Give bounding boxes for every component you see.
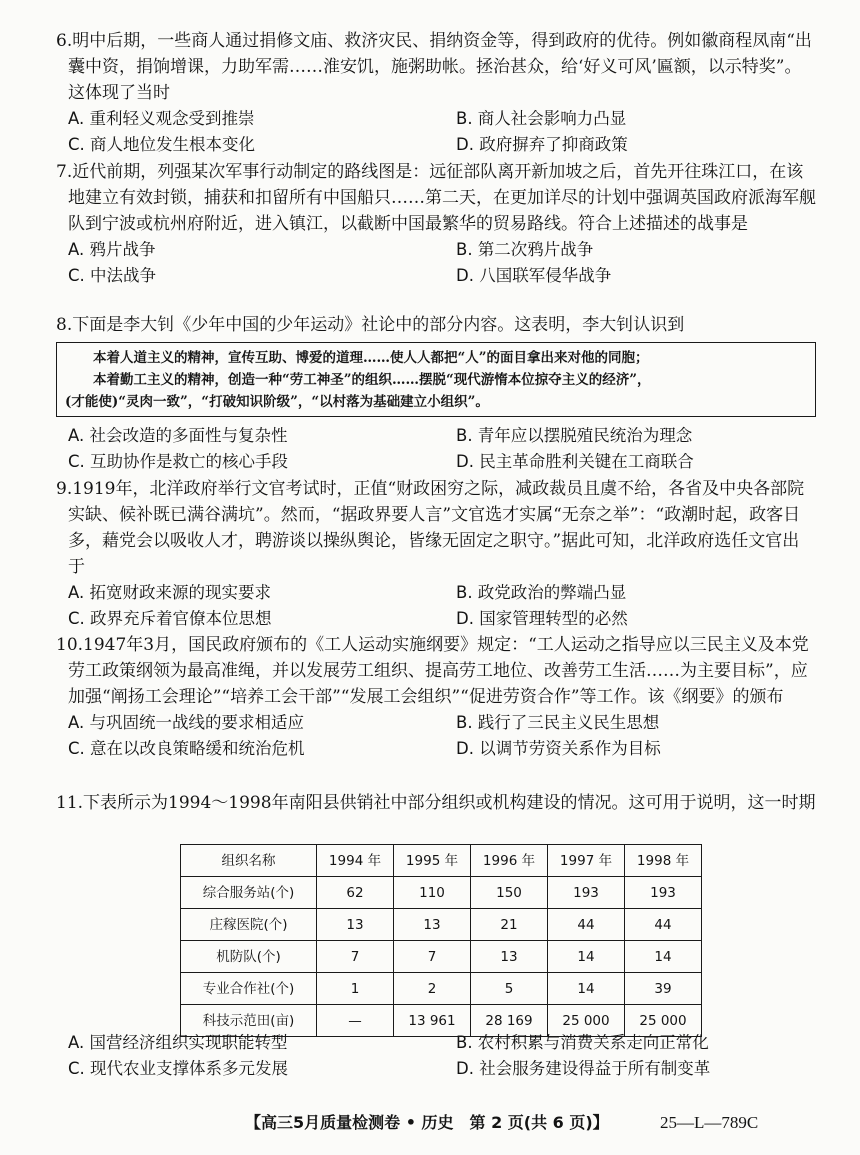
options (56, 580, 816, 632)
table-cell: 193 (625, 877, 702, 909)
option-d[interactable]: D. 政府摒弃了抑商政策 (456, 135, 628, 154)
option-d[interactable]: D. 国家管理转型的必然 (456, 609, 628, 628)
table-cell: 25 000 (625, 1005, 702, 1037)
header-cell: 1997 年 (548, 845, 625, 877)
option-a[interactable]: A. 国营经济组织实现职能转型 (68, 1033, 288, 1052)
data-table (180, 844, 702, 1037)
question-stem: 9.1919年，北洋政府举行文官考试时，正值“财政困穷之际，减政裁员且虞不给，各省及中央各部院实缺、候补既已满谷满坑”。然而，“据政界要人言”文官选才实属“无奈之举”：“政潮时起，政客日多，藉党会以吸收人才，聘游谈以操纵舆论，皆缘无固定之职守。”据此可知，北洋政府选任文官出于 (56, 479, 805, 577)
header-cell: 1998 年 (625, 845, 702, 877)
options (56, 106, 816, 158)
table-cell: 150 (471, 877, 548, 909)
option-b[interactable]: B. 农村积累与消费关系走向正常化 (456, 1033, 709, 1052)
question-stem: 7.近代前期，列强某次军事行动制定的路线图是：远征部队离开新加坡之后，首先开往珠江口，在该地建立有效封锁，捕获和扣留所有中国船只……第二天，在更加详尽的计划中强调英国政府派海军舰队到宁波或杭州府附近，进入镇江，以截断中国最繁华的贸易路线。符合上述描述的战事是 (56, 162, 816, 234)
table-cell: 7 (317, 941, 394, 973)
option-c[interactable]: C. 现代农业支撑体系多元发展 (68, 1059, 289, 1078)
quote-line: 本着勤工主义的精神，创造一种“劳工神圣”的组织……摆脱“现代游惰本位掠夺主义的经济”， (93, 372, 651, 388)
table-cell: 机防队(个) (181, 941, 317, 973)
option-d[interactable]: D. 八国联军侵华战争 (456, 266, 612, 285)
quote-box (56, 342, 816, 417)
question-stem: 6.明中后期，一些商人通过捐修文庙、救济灾民、捐纳资金等，得到政府的优待。例如徽商程凤南“出囊中资，捐饷增课，力助军需……淮安饥，施粥助帐。拯治甚众，给‘好义可风’匾额，以示特奖”。这体现了当时 (56, 31, 812, 103)
table-cell: 110 (394, 877, 471, 909)
table-cell: 科技示范田(亩) (181, 1005, 317, 1037)
table-cell: 2 (394, 973, 471, 1005)
table-row (181, 973, 702, 1005)
options (56, 1030, 816, 1082)
table-cell: 25 000 (548, 1005, 625, 1037)
footer-code: 25—L—789C (660, 1113, 759, 1132)
option-a[interactable]: A. 拓宽财政来源的现实要求 (68, 583, 271, 602)
option-a[interactable]: A. 社会改造的多面性与复杂性 (68, 426, 288, 445)
quote-line: (才能使)“灵肉一致”，“打破知识阶级”，“以村落为基础建立小组织”。 (65, 394, 489, 410)
table-cell: 庄稼医院(个) (181, 909, 317, 941)
table-cell: 39 (625, 973, 702, 1005)
option-c[interactable]: C. 互助协作是救亡的核心手段 (68, 452, 289, 471)
table-cell: 专业合作社(个) (181, 973, 317, 1005)
option-d[interactable]: D. 以调节劳资关系作为目标 (456, 739, 661, 758)
table-cell: 13 (317, 909, 394, 941)
option-d[interactable]: D. 民主革命胜利关键在工商联合 (456, 452, 694, 471)
table-cell: 14 (548, 941, 625, 973)
option-c[interactable]: C. 意在以改良策略缓和统治危机 (68, 739, 305, 758)
option-a[interactable]: A. 鸦片战争 (68, 240, 156, 259)
quote-line: 本着人道主义的精神，宣传互助、博爱的道理……使人人都把“人”的面目拿出来对他的同胞； (93, 350, 649, 366)
header-cell: 组织名称 (181, 845, 317, 877)
table-cell: 21 (471, 909, 548, 941)
options (56, 710, 816, 762)
table-header-row (181, 845, 702, 877)
table-cell: 14 (548, 973, 625, 1005)
option-b[interactable]: B. 践行了三民主义民生思想 (456, 713, 660, 732)
header-cell: 1996 年 (471, 845, 548, 877)
question-9 (56, 476, 816, 632)
table-cell: 44 (548, 909, 625, 941)
table-cell: 综合服务站(个) (181, 877, 317, 909)
table-row (181, 877, 702, 909)
table-cell: 13 (394, 909, 471, 941)
option-c[interactable]: C. 政界充斥着官僚本位思想 (68, 609, 272, 628)
options (56, 423, 816, 475)
option-b[interactable]: B. 第二次鸦片战争 (456, 240, 594, 259)
question-6 (56, 28, 816, 158)
footer-title: 【高三5月质量检测卷 • 历史 第 2 页(共 6 页)】 (245, 1113, 609, 1132)
table-cell: 13 961 (394, 1005, 471, 1037)
question-stem: 11.下表所示为1994～1998年南阳县供销社中部分组织或机构建设的情况。这可用于说明，这一时期 (56, 793, 816, 813)
question-7 (56, 159, 816, 289)
option-c[interactable]: C. 中法战争 (68, 266, 157, 285)
question-11 (56, 790, 816, 816)
table-cell: 193 (548, 877, 625, 909)
question-10 (56, 632, 816, 762)
question-stem: 10.1947年3月，国民政府颁布的《工人运动实施纲要》规定：“工人运动之指导应以三民主义及本党劳工政策纲领为最高准绳，并以发展劳工组织、提高劳工地位、改善劳工生活……为主要目标”，应加强“阐扬工会理论”“培养工会干部”“发展工会组织”“促进劳资合作”等工作。该《纲要》的颁布 (56, 635, 809, 707)
header-cell: 1994 年 (317, 845, 394, 877)
table-cell: 62 (317, 877, 394, 909)
option-a[interactable]: A. 重利轻义观念受到推崇 (68, 109, 255, 128)
table-cell: 1 (317, 973, 394, 1005)
table-cell: — (317, 1005, 394, 1037)
table-cell: 7 (394, 941, 471, 973)
options (56, 237, 816, 289)
option-b[interactable]: B. 政党政治的弊端凸显 (456, 583, 627, 602)
option-a[interactable]: A. 与巩固统一战线的要求相适应 (68, 713, 304, 732)
header-cell: 1995 年 (394, 845, 471, 877)
page-footer (0, 1110, 860, 1140)
option-b[interactable]: B. 青年应以摆脱殖民统治为理念 (456, 426, 693, 445)
question-stem: 8.下面是李大钊《少年中国的少年运动》社论中的部分内容。这表明，李大钊认识到 (56, 315, 685, 335)
table-cell: 44 (625, 909, 702, 941)
table-cell: 5 (471, 973, 548, 1005)
option-d[interactable]: D. 社会服务建设得益于所有制变革 (456, 1059, 711, 1078)
table-row (181, 909, 702, 941)
option-c[interactable]: C. 商人地位发生根本变化 (68, 135, 256, 154)
option-b[interactable]: B. 商人社会影响力凸显 (456, 109, 627, 128)
question-11-options (56, 1030, 816, 1082)
question-8 (56, 312, 816, 475)
table-cell: 28 169 (471, 1005, 548, 1037)
table-cell: 13 (471, 941, 548, 973)
table-cell: 14 (625, 941, 702, 973)
table-row (181, 941, 702, 973)
